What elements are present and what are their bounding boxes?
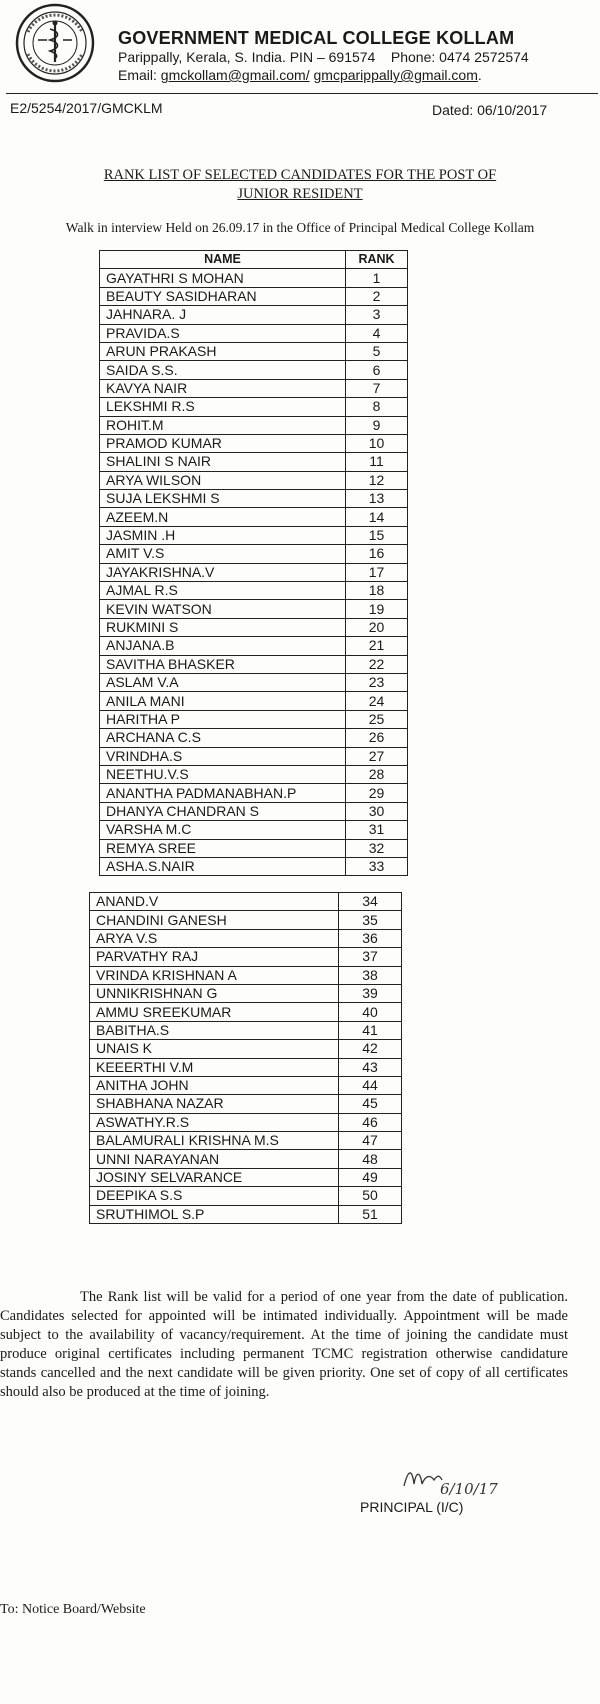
table-row (100, 821, 408, 839)
table-row (90, 1076, 402, 1094)
candidate-rank: 37 (339, 948, 402, 966)
validity-text: The Rank list will be valid for a period of one year from the date of publication. Candidates selected for appointed will be intimated individually. Appointment will be made subject to the availability of vacancy/requirement. At the time of joining the candidate must produce original certificates including permanent TCMC registration otherwise candidature stands cancelled and the next candidate will be given priority. One set of copy of all certificates should also be produced at the time of joining. (0, 1289, 568, 1400)
candidate-name: ANILA MANI (100, 692, 346, 710)
table-row (90, 1058, 402, 1076)
candidate-name: JOSINY SELVARANCE (90, 1168, 339, 1186)
candidate-rank: 33 (346, 857, 408, 875)
candidate-name: KAVYA NAIR (100, 379, 346, 397)
table-row (90, 1113, 402, 1131)
table-row (100, 434, 408, 452)
candidate-name: UNNI NARAYANAN (90, 1150, 339, 1168)
table-row (90, 893, 402, 911)
candidate-name: PRAMOD KUMAR (100, 434, 346, 452)
column-header-rank: RANK (346, 251, 408, 269)
candidate-rank: 34 (339, 893, 402, 911)
candidate-name: HARITHA P (100, 710, 346, 728)
candidate-name: PARVATHY RAJ (90, 948, 339, 966)
candidate-name: AJMAL R.S (100, 582, 346, 600)
candidate-rank: 9 (346, 416, 408, 434)
table-header-row (100, 251, 408, 269)
candidate-rank: 18 (346, 582, 408, 600)
org-name: GOVERNMENT MEDICAL COLLEGE KOLLAM (118, 28, 515, 48)
reference-number: E2/5254/2017/GMCKLM (10, 100, 163, 116)
table-row (90, 1040, 402, 1058)
candidate-rank: 32 (346, 839, 408, 857)
candidate-rank: 1 (346, 269, 408, 287)
table-row (100, 490, 408, 508)
candidate-name: KEVIN WATSON (100, 600, 346, 618)
table-row (90, 1095, 402, 1113)
candidate-name: BEAUTY SASIDHARAN (100, 287, 346, 305)
college-emblem-icon (14, 2, 96, 84)
candidate-rank: 2 (346, 287, 408, 305)
org-email (118, 67, 482, 83)
candidate-rank: 26 (346, 729, 408, 747)
candidate-name: ANJANA.B (100, 637, 346, 655)
candidate-name: DHANYA CHANDRAN S (100, 802, 346, 820)
candidate-rank: 27 (346, 747, 408, 765)
table-row (100, 618, 408, 636)
table-row (100, 582, 408, 600)
candidate-name: SHABHANA NAZAR (90, 1095, 339, 1113)
candidate-rank: 43 (339, 1058, 402, 1076)
table-row (100, 563, 408, 581)
candidate-rank: 41 (339, 1021, 402, 1039)
table-row (100, 398, 408, 416)
title-line-1: RANK LIST OF SELECTED CANDIDATES FOR THE POST OF (103, 167, 497, 183)
candidate-name: SHALINI S NAIR (100, 453, 346, 471)
candidate-name: KEEERTHI V.M (90, 1058, 339, 1076)
candidate-name: SUJA LEKSHMI S (100, 490, 346, 508)
table-row (100, 747, 408, 765)
candidate-rank: 49 (339, 1168, 402, 1186)
table-row (100, 471, 408, 489)
candidate-name: ROHIT.M (100, 416, 346, 434)
candidate-name: JASMIN .H (100, 526, 346, 544)
candidate-rank: 48 (339, 1150, 402, 1168)
candidate-name: VRINDA KRISHNAN A (90, 966, 339, 984)
candidate-name: VARSHA M.C (100, 821, 346, 839)
interview-subtitle: Walk in interview Held on 26.09.17 in the Office of Principal Medical College Kollam (65, 220, 535, 235)
table-row (90, 1150, 402, 1168)
candidate-name: PRAVIDA.S (100, 324, 346, 342)
table-row (100, 655, 408, 673)
candidate-name: ASWATHY.R.S (90, 1113, 339, 1131)
candidate-name: NEETHU.V.S (100, 765, 346, 783)
candidate-rank: 45 (339, 1095, 402, 1113)
candidate-rank: 15 (346, 526, 408, 544)
candidate-rank: 29 (346, 784, 408, 802)
candidate-name: SAIDA S.S. (100, 361, 346, 379)
table-row (90, 911, 402, 929)
table-row (100, 342, 408, 360)
header-divider (6, 93, 598, 94)
candidate-rank: 13 (346, 490, 408, 508)
candidate-name: JAHNARA. J (100, 306, 346, 324)
table-row (100, 600, 408, 618)
table-row (90, 929, 402, 947)
signatory-title: PRINCIPAL (I/C) (360, 1499, 464, 1515)
candidate-name: SAVITHA BHASKER (100, 655, 346, 673)
email-link-2[interactable]: gmcparippally@gmail.com (313, 67, 478, 83)
candidate-name: BALAMURALI KRISHNA M.S (90, 1132, 339, 1150)
candidate-name: REMYA SREE (100, 839, 346, 857)
table-row (90, 1187, 402, 1205)
candidate-name: AZEEM.N (100, 508, 346, 526)
table-row (100, 673, 408, 691)
candidate-name: SRUTHIMOL S.P (90, 1205, 339, 1223)
candidate-name: GAYATHRI S MOHAN (100, 269, 346, 287)
candidate-rank: 12 (346, 471, 408, 489)
candidate-rank: 24 (346, 692, 408, 710)
org-address: Parippally, Kerala, S. India. PIN – 691574 Phone: 0474 2572574 (118, 49, 529, 65)
copy-to-line: To: Notice Board/Website (0, 1602, 146, 1617)
candidate-rank: 50 (339, 1187, 402, 1205)
candidate-rank: 47 (339, 1132, 402, 1150)
candidate-rank: 14 (346, 508, 408, 526)
table-row (100, 839, 408, 857)
candidate-rank: 44 (339, 1076, 402, 1094)
rank-table-part-1 (99, 250, 408, 876)
table-row (100, 324, 408, 342)
candidate-name: ANITHA JOHN (90, 1076, 339, 1094)
candidate-name: ARYA WILSON (100, 471, 346, 489)
candidate-rank: 40 (339, 1003, 402, 1021)
candidate-name: RUKMINI S (100, 618, 346, 636)
table-row (100, 637, 408, 655)
candidate-name: ASHA.S.NAIR (100, 857, 346, 875)
table-row (100, 287, 408, 305)
candidate-rank: 35 (339, 911, 402, 929)
email-link-1[interactable]: gmckollam@gmail.com/ (160, 67, 310, 83)
table-row (100, 545, 408, 563)
candidate-rank: 22 (346, 655, 408, 673)
candidate-name: BABITHA.S (90, 1021, 339, 1039)
candidate-name: ARYA V.S (90, 929, 339, 947)
table-row (90, 1168, 402, 1186)
candidate-rank: 51 (339, 1205, 402, 1223)
candidate-rank: 36 (339, 929, 402, 947)
candidate-name: UNNIKRISHNAN G (90, 984, 339, 1002)
candidate-name: CHANDINI GANESH (90, 911, 339, 929)
table-row (100, 784, 408, 802)
candidate-rank: 31 (346, 821, 408, 839)
candidate-rank: 8 (346, 398, 408, 416)
rank-table-part-2 (89, 892, 402, 1224)
candidate-name: UNAIS K (90, 1040, 339, 1058)
candidate-rank: 16 (346, 545, 408, 563)
table-row (100, 857, 408, 875)
email-end: . (477, 67, 482, 83)
candidate-name: VRINDHA.S (100, 747, 346, 765)
table-row (90, 1132, 402, 1150)
table-row (100, 729, 408, 747)
table-row (90, 948, 402, 966)
candidate-name: ASLAM V.A (100, 673, 346, 691)
table-row (90, 1003, 402, 1021)
candidate-rank: 25 (346, 710, 408, 728)
table-row (100, 416, 408, 434)
rank-table-body-2 (90, 893, 402, 1224)
candidate-rank: 30 (346, 802, 408, 820)
rank-table-body-1 (100, 269, 408, 876)
document-date: Dated: 06/10/2017 (432, 102, 548, 118)
table-row (100, 526, 408, 544)
table-row (100, 453, 408, 471)
table-row (100, 269, 408, 287)
column-header-name: NAME (100, 251, 346, 269)
candidate-name: ARUN PRAKASH (100, 342, 346, 360)
candidate-rank: 21 (346, 637, 408, 655)
signature-date: 6/10/17 (440, 1480, 498, 1498)
candidate-rank: 17 (346, 563, 408, 581)
candidate-rank: 11 (346, 453, 408, 471)
candidate-rank: 38 (339, 966, 402, 984)
candidate-rank: 42 (339, 1040, 402, 1058)
email-label: Email: (118, 67, 157, 83)
table-row (90, 1205, 402, 1223)
table-row (100, 361, 408, 379)
table-row (90, 984, 402, 1002)
table-row (100, 765, 408, 783)
candidate-name: ARCHANA C.S (100, 729, 346, 747)
candidate-name: AMMU SREEKUMAR (90, 1003, 339, 1021)
candidate-rank: 28 (346, 765, 408, 783)
candidate-rank: 39 (339, 984, 402, 1002)
candidate-name: AMIT V.S (100, 545, 346, 563)
table-row (90, 966, 402, 984)
candidate-name: LEKSHMI R.S (100, 398, 346, 416)
candidate-name: DEEPIKA S.S (90, 1187, 339, 1205)
candidate-rank: 3 (346, 306, 408, 324)
candidate-rank: 20 (346, 618, 408, 636)
candidate-rank: 23 (346, 673, 408, 691)
candidate-name: ANANTHA PADMANABHAN.P (100, 784, 346, 802)
document-title (40, 166, 560, 204)
candidate-rank: 4 (346, 324, 408, 342)
candidate-rank: 10 (346, 434, 408, 452)
handwritten-signature-icon (400, 1450, 498, 1500)
table-row (100, 508, 408, 526)
table-row (100, 802, 408, 820)
candidate-rank: 6 (346, 361, 408, 379)
table-row (100, 710, 408, 728)
title-line-2: JUNIOR RESIDENT (237, 186, 363, 202)
candidate-name: JAYAKRISHNA.V (100, 563, 346, 581)
candidate-rank: 19 (346, 600, 408, 618)
table-row (90, 1021, 402, 1039)
table-row (100, 306, 408, 324)
table-row (100, 692, 408, 710)
validity-paragraph (0, 1288, 568, 1402)
table-row (100, 379, 408, 397)
candidate-rank: 46 (339, 1113, 402, 1131)
candidate-rank: 7 (346, 379, 408, 397)
candidate-name: ANAND.V (90, 893, 339, 911)
candidate-rank: 5 (346, 342, 408, 360)
